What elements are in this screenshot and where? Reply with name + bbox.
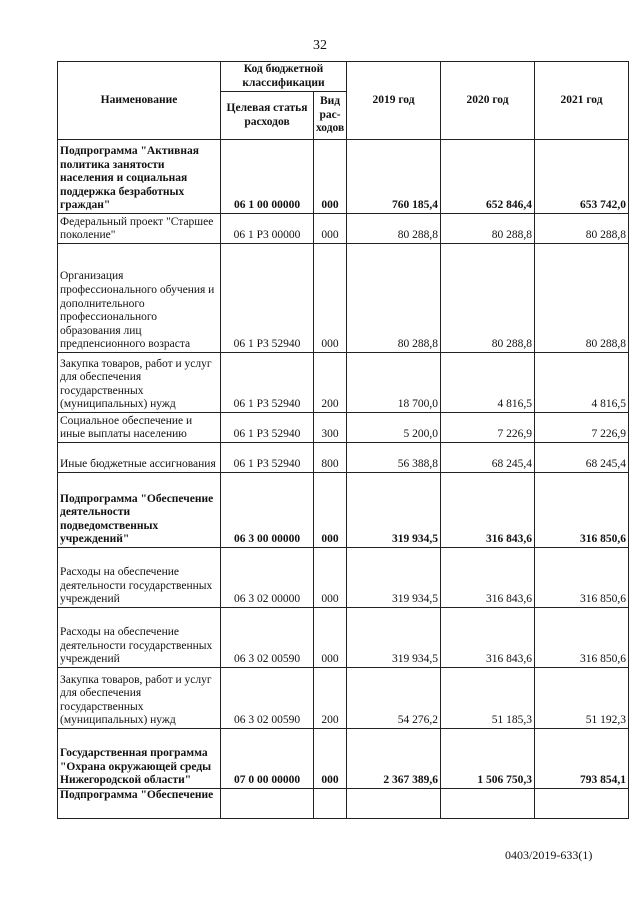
table-row — [58, 244, 629, 353]
row-name: Расходы на обеспечение деятельности государственных учреждений — [58, 608, 221, 668]
row-target-code: 07 0 00 00000 — [221, 729, 314, 789]
table-row — [58, 789, 629, 819]
row-value-2021: 7 226,9 — [535, 413, 629, 443]
table-row — [58, 413, 629, 443]
row-expense-kind: 000 — [314, 214, 347, 244]
budget-table — [57, 61, 629, 819]
row-value-2020: 652 846,4 — [441, 140, 535, 214]
row-value-2020: 4 816,5 — [441, 353, 535, 413]
header-2020: 2020 год — [441, 62, 535, 140]
row-value-2019: 80 288,8 — [347, 244, 441, 353]
row-value-2020 — [441, 789, 535, 819]
table-row — [58, 729, 629, 789]
row-value-2021: 316 850,6 — [535, 608, 629, 668]
row-value-2021: 80 288,8 — [535, 214, 629, 244]
row-target-code: 06 1 P3 52940 — [221, 443, 314, 473]
row-name: Закупка товаров, работ и услуг для обеспечения государственных (муниципальных) нужд — [58, 353, 221, 413]
table-row — [58, 473, 629, 548]
table-row — [58, 608, 629, 668]
row-name: Расходы на обеспечение деятельности государственных учреждений — [58, 548, 221, 608]
table-row — [58, 214, 629, 244]
row-value-2020: 80 288,8 — [441, 214, 535, 244]
row-expense-kind — [314, 789, 347, 819]
row-value-2019: 760 185,4 — [347, 140, 441, 214]
row-value-2021: 316 850,6 — [535, 473, 629, 548]
row-value-2020: 316 843,6 — [441, 548, 535, 608]
row-value-2019: 54 276,2 — [347, 668, 441, 729]
row-value-2019: 5 200,0 — [347, 413, 441, 443]
row-name: Иные бюджетные ассигнования — [58, 443, 221, 473]
row-value-2020: 1 506 750,3 — [441, 729, 535, 789]
row-target-code: 06 1 P3 52940 — [221, 244, 314, 353]
table-row — [58, 443, 629, 473]
row-value-2019: 18 700,0 — [347, 353, 441, 413]
row-name: Подпрограмма "Обеспечение — [58, 789, 221, 819]
row-value-2019: 319 934,5 — [347, 608, 441, 668]
row-expense-kind: 000 — [314, 548, 347, 608]
row-target-code: 06 1 00 00000 — [221, 140, 314, 214]
row-value-2020: 316 843,6 — [441, 473, 535, 548]
table-row — [58, 668, 629, 729]
row-name: Государственная программа "Охрана окружающей среды Нижегородской области" — [58, 729, 221, 789]
table-row — [58, 548, 629, 608]
row-value-2019: 80 288,8 — [347, 214, 441, 244]
row-target-code: 06 3 02 00000 — [221, 548, 314, 608]
row-expense-kind: 300 — [314, 413, 347, 443]
row-value-2020: 7 226,9 — [441, 413, 535, 443]
header-2021: 2021 год — [535, 62, 629, 140]
row-expense-kind: 000 — [314, 140, 347, 214]
row-value-2019: 319 934,5 — [347, 548, 441, 608]
row-name: Социальное обеспечение и иные выплаты населению — [58, 413, 221, 443]
row-value-2019: 56 388,8 — [347, 443, 441, 473]
row-value-2021: 653 742,0 — [535, 140, 629, 214]
page-number: 32 — [313, 38, 327, 53]
row-value-2021 — [535, 789, 629, 819]
table-row — [58, 353, 629, 413]
row-expense-kind: 000 — [314, 608, 347, 668]
row-value-2020: 316 843,6 — [441, 608, 535, 668]
header-budget-code: Код бюджетной классификации — [221, 62, 347, 92]
row-name: Подпрограмма "Активная политика занятости населения и социальная поддержка безработных граждан" — [58, 140, 221, 214]
row-value-2021: 51 192,3 — [535, 668, 629, 729]
row-target-code: 06 3 02 00590 — [221, 668, 314, 729]
row-expense-kind: 000 — [314, 473, 347, 548]
row-expense-kind: 200 — [314, 668, 347, 729]
row-expense-kind: 000 — [314, 729, 347, 789]
header-2019: 2019 год — [347, 62, 441, 140]
row-name: Организация профессионального обучения и дополнительного профессионального образования лиц предпенсионного возраста — [58, 244, 221, 353]
row-name: Федеральный проект "Старшее поколение" — [58, 214, 221, 244]
row-value-2019 — [347, 789, 441, 819]
row-value-2021: 80 288,8 — [535, 244, 629, 353]
row-value-2021: 316 850,6 — [535, 548, 629, 608]
row-value-2020: 68 245,4 — [441, 443, 535, 473]
row-value-2021: 4 816,5 — [535, 353, 629, 413]
row-expense-kind: 200 — [314, 353, 347, 413]
row-name: Закупка товаров, работ и услуг для обеспечения государственных (муниципальных) нужд — [58, 668, 221, 729]
row-target-code: 06 1 P3 52940 — [221, 413, 314, 443]
document-number: 0403/2019-633(1) — [505, 848, 593, 862]
row-value-2021: 68 245,4 — [535, 443, 629, 473]
row-expense-kind: 800 — [314, 443, 347, 473]
table-row — [58, 140, 629, 214]
row-value-2019: 2 367 389,6 — [347, 729, 441, 789]
row-value-2019: 319 934,5 — [347, 473, 441, 548]
row-expense-kind: 000 — [314, 244, 347, 353]
header-expense-kind: Вид рас- ходов — [314, 92, 347, 140]
header-name: Наименование — [58, 62, 221, 140]
row-target-code: 06 1 P3 00000 — [221, 214, 314, 244]
row-target-code: 06 1 P3 52940 — [221, 353, 314, 413]
row-target-code — [221, 789, 314, 819]
row-value-2021: 793 854,1 — [535, 729, 629, 789]
row-value-2020: 80 288,8 — [441, 244, 535, 353]
row-name: Подпрограмма "Обеспечение деятельности подведомственных учреждений" — [58, 473, 221, 548]
header-target-article: Целевая статья расходов — [221, 92, 314, 140]
row-target-code: 06 3 02 00590 — [221, 608, 314, 668]
row-value-2020: 51 185,3 — [441, 668, 535, 729]
row-target-code: 06 3 00 00000 — [221, 473, 314, 548]
